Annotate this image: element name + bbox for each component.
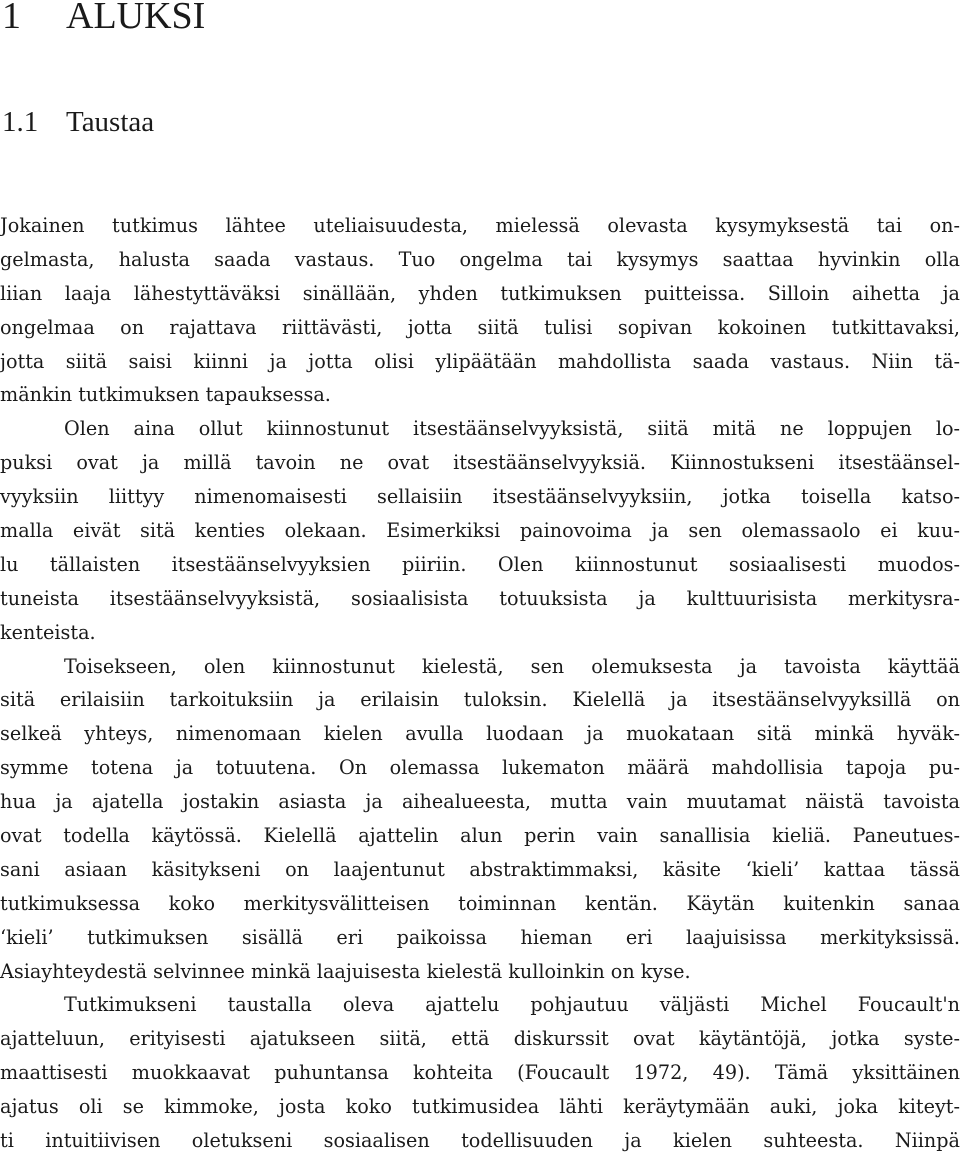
text-line: selkeä yhteys, nimenomaan kielen avulla luodaan ja muokataan sitä minkä hyväk- bbox=[0, 722, 960, 746]
text-line: ti intuitiivisen oletukseni sosiaalisen todellisuuden ja kielen suhteesta. Niinpä bbox=[0, 1129, 960, 1153]
section-number: 1.1 bbox=[2, 106, 39, 138]
text-line: ajatteluun, erityisesti ajatukseen siitä, että diskurssit ovat käytäntöjä, jotka syste- bbox=[0, 1027, 960, 1051]
text-line: tuneista itsestäänselvyyksistä, sosiaalisista totuuksista ja kulttuurisista merkitysra- bbox=[0, 586, 960, 610]
text-line: lu tällaisten itsestäänselvyyksien piiriin. Olen kiinnostunut sosiaalisesti muodos- bbox=[0, 552, 960, 576]
text-line: puksi ovat ja millä tavoin ne ovat itsestäänselvyyksiä. Kiinnostukseni itsestäänsel- bbox=[0, 451, 960, 475]
text-line: Olen aina ollut kiinnostunut itsestäänselvyyksistä, siitä mitä ne loppujen lo- bbox=[64, 417, 960, 441]
section-title: Taustaa bbox=[66, 106, 155, 138]
text-line: ajatus oli se kimmoke, josta koko tutkimusidea lähti keräytymään auki, joka kiteyt- bbox=[0, 1095, 960, 1119]
text-line: sani asiaan käsitykseni on laajentunut abstraktimmaksi, käsite ‘kieli’ kattaa tässä bbox=[0, 857, 960, 881]
body-text bbox=[0, 209, 960, 1158]
text-line: jotta siitä saisi kiinni ja jotta olisi ylipäätään mahdollista saada vastaus. Niin tä- bbox=[0, 349, 960, 373]
text-line: Jokainen tutkimus lähtee uteliaisuudesta, mielessä olevasta kysymyksestä tai on- bbox=[0, 214, 960, 237]
chapter-heading bbox=[2, 0, 205, 38]
text-line: symme totena ja totuutena. On olemassa lukematon määrä mahdollisia tapoja pu- bbox=[0, 756, 960, 780]
chapter-number: 1 bbox=[2, 0, 21, 37]
text-line: gelmasta, halusta saada vastaus. Tuo ongelma tai kysymys saattaa hyvinkin olla bbox=[0, 247, 960, 271]
text-line: ovat todella käytössä. Kielellä ajattelin alun perin vain sanallisia kieliä. Paneutues- bbox=[0, 824, 960, 848]
text-line: kenteista. bbox=[0, 620, 96, 644]
text-line: maattisesti muokkaavat puhuntansa kohteita (Foucault 1972, 49). Tämä yksittäinen bbox=[0, 1061, 960, 1085]
text-line: mänkin tutkimuksen tapauksessa. bbox=[0, 383, 331, 407]
text-line: tutkimuksessa koko merkitysvälitteisen toiminnan kentän. Käytän kuitenkin sanaa bbox=[0, 891, 960, 915]
text-line: liian laaja lähestyttäväksi sinällään, yhden tutkimuksen puitteissa. Silloin aihetta ja bbox=[0, 281, 960, 305]
text-line: vyyksiin liittyy nimenomaisesti sellaisiin itsestäänselvyyksiin, jotka toisella katso- bbox=[0, 485, 960, 509]
text-line: Toisekseen, olen kiinnostunut kielestä, sen olemuksesta ja tavoista käyttää bbox=[64, 654, 960, 678]
text-line: Asiayhteydestä selvinnee minkä laajuisesta kielestä kulloinkin on kyse. bbox=[0, 959, 691, 983]
chapter-title: ALUKSI bbox=[66, 0, 206, 37]
text-line: ‘kieli’ tutkimuksen sisällä eri paikoissa hieman eri laajuisissa merkityksissä. bbox=[0, 925, 960, 949]
text-line: malla eivät sitä kenties olekaan. Esimerkiksi painovoima ja sen olemassaolo ei kuu- bbox=[0, 519, 960, 543]
text-line: Tutkimukseni taustalla oleva ajattelu pohjautuu väljästi Michel Foucault'n bbox=[64, 993, 960, 1017]
text-line: sitä erilaisiin tarkoituksiin ja erilaisin tuloksin. Kielellä ja itsestäänselvyyksillä on bbox=[0, 688, 960, 712]
text-line: hua ja ajatella jostakin asiasta ja aihealueesta, mutta vain muutamat näistä tavoista bbox=[0, 790, 960, 814]
text-line: ongelmaa on rajattava riittävästi, jotta siitä tulisi sopivan kokoinen tutkittavaksi, bbox=[0, 315, 960, 339]
section-heading bbox=[2, 104, 154, 140]
